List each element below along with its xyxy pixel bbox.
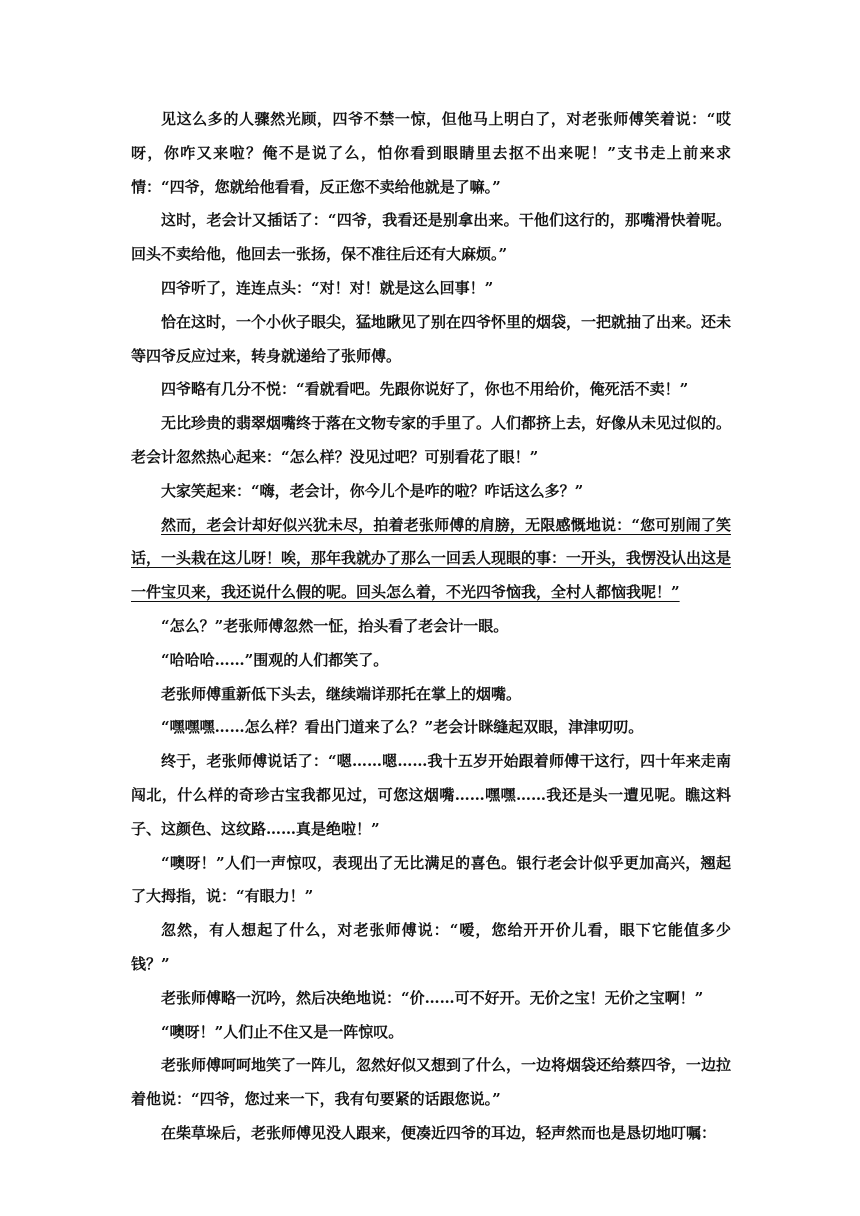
paragraph-14: “噢呀！”人们一声惊叹，表现出了无比满足的喜色。银行老会计似乎更加高兴，翘起了大拇指，说：“有眼力！” [131, 853, 731, 906]
paragraph-9: “怎么？”老张师傅忽然一怔，抬头看了老会计一眼。 [161, 616, 509, 635]
paragraph-8-underlined: 然而，老会计却好似兴犹未尽，拍着老张师傅的肩膀，无限感慨地说：“您可别闹了笑话，一头栽在这儿呀！唉，那年我就办了那么一回丢人现眼的事：一开头，我愣没认出这是一件宝贝来，我还说什么假的呢。回头怎么着，不光四爷恼我，全村人都恼我呢！” [131, 515, 732, 602]
paragraph-19: 在柴草垛后，老张师傅见没人跟来，便凑近四爷的耳边，轻声然而也是恳切地叮嘱： [161, 1123, 717, 1142]
document-body [131, 103, 731, 1151]
paragraph-2: 这时，老会计又插话了：“四爷，我看还是别拿出来。干他们这行的，那嘴滑快着呢。回头不卖给他，他回去一张扬，保不准往后还有大麻烦。” [131, 211, 731, 264]
paragraph-15: 忽然，有人想起了什么，对老张师傅说：“嗳，您给开开价儿看，眼下它能值多少钱？” [131, 921, 731, 973]
paragraph-5: 四爷略有几分不悦：“看就看吧。先跟你说好了，你也不用给价，俺死活不卖！” [161, 380, 689, 399]
paragraph-16: 老张师傅略一沉吟，然后决绝地说：“价……可不好开。无价之宝！无价之宝啊！” [161, 988, 704, 1007]
paragraph-13: 终于，老张师傅说话了：“嗯……嗯……我十五岁开始跟着师傅干这行，四十年来走南闯北，什么样的奇珍古宝我都见过，可您这烟嘴……嘿嘿……我还是头一遭见呢。瞧这料子、这颜色、这纹路……真是绝啦！” [131, 752, 731, 838]
paragraph-4: 恰在这时，一个小伙子眼尖，猛地瞅见了别在四爷怀里的烟袋，一把就抽了出来。还未等四爷反应过来，转身就递给了张师傅。 [131, 312, 732, 365]
paragraph-11: 老张师傅重新低下头去，继续端详那托在掌上的烟嘴。 [161, 684, 522, 703]
paragraph-10: “哈哈哈……”围观的人们都笑了。 [161, 650, 389, 669]
paragraph-3: 四爷听了，连连点头：“对！对！就是这么回事！” [161, 278, 494, 297]
paragraph-17: “噢呀！”人们止不住又是一阵惊叹。 [161, 1022, 404, 1041]
paragraph-6: 无比珍贵的翡翠烟嘴终于落在文物专家的手里了。人们都挤上去，好像从未见过似的。老会计忽然热心起来：“怎么样？没见过吧？可别看花了眼！” [131, 414, 732, 466]
paragraph-18: 老张师傅呵呵地笑了一阵儿，忽然好似又想到了什么，一边将烟袋还给蔡四爷，一边拉着他说：“四爷，您过来一下，我有句要紧的话跟您说。” [131, 1056, 732, 1109]
paragraph-1: 见这么多的人骤然光顾，四爷不禁一惊，但他马上明白了，对老张师傅笑着说：“哎呀，你咋又来啦？俺不是说了么，怕你看到眼睛里去抠不出来呢！”支书走上前来求情：“四爷，您就给他看看，反正您不卖给他就是了嘛。” [131, 110, 731, 196]
paragraph-7: 大家笑起来：“嗨，老会计，你今儿个是咋的啦？咋话这么多？” [161, 481, 584, 500]
paragraph-12: “嘿嘿嘿……怎么样？看出门道来了么？”老会计眯缝起双眼，津津叨叨。 [161, 718, 644, 737]
